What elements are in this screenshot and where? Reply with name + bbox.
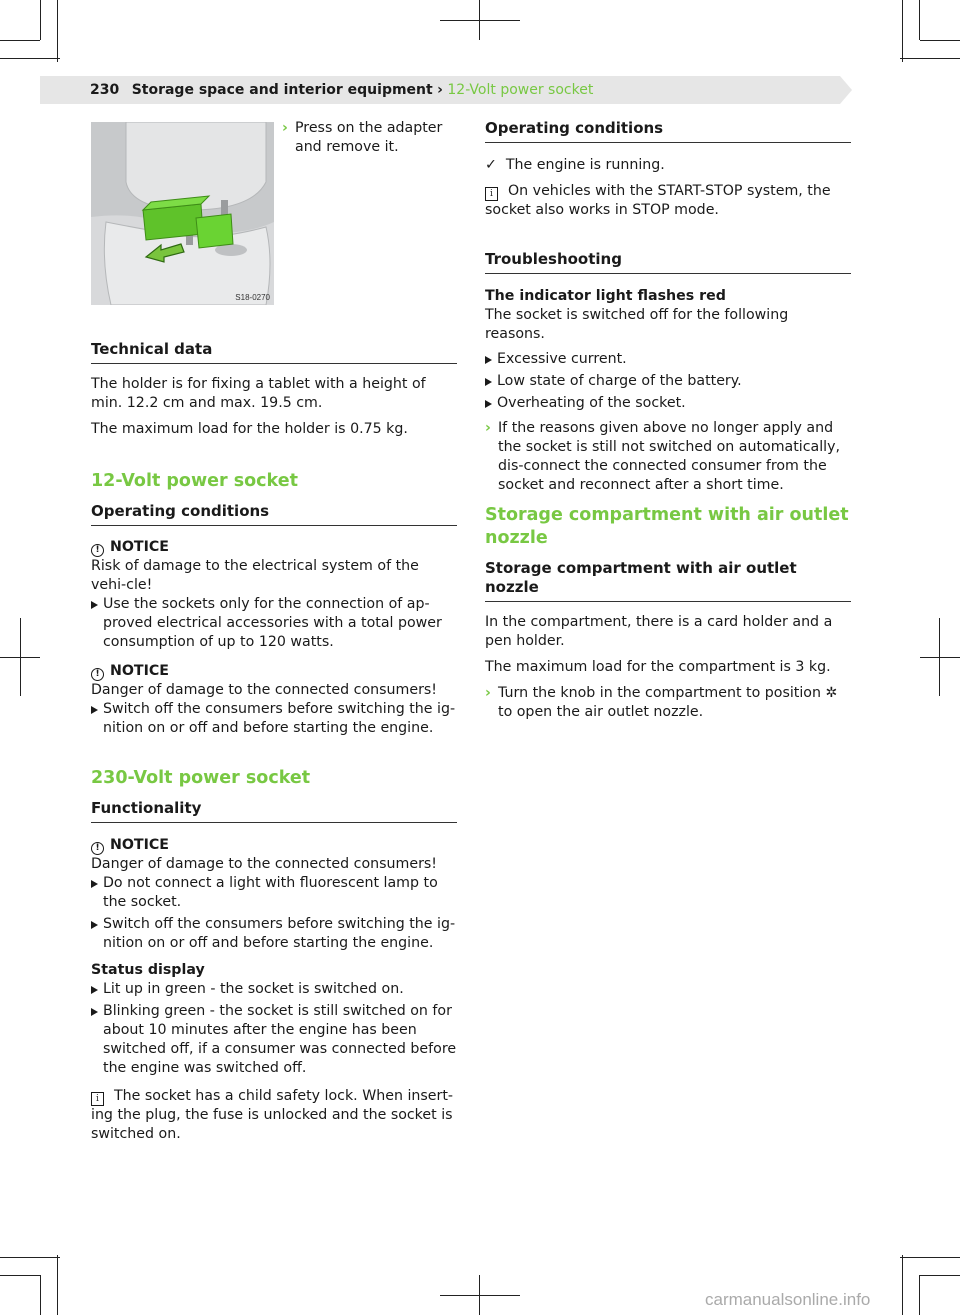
step-arrow-icon: › — [485, 420, 491, 436]
list-item-text: Use the sockets only for the connection of ap-proved electrical accessories with a total power consumption of up to 120 watts. — [103, 596, 442, 650]
crop-mark — [20, 618, 21, 696]
storage-step — [485, 684, 851, 722]
technical-data-p2: The maximum load for the holder is 0.75 kg. — [91, 421, 408, 437]
storage-title-line2: nozzle — [485, 528, 548, 548]
headrest-illustration — [91, 122, 274, 305]
socket230-heading: Functionality — [91, 799, 457, 823]
crop-mark — [0, 1257, 60, 1258]
technical-data-heading: Technical data — [91, 340, 457, 364]
fan-symbol-icon: ✲ — [825, 685, 838, 701]
list-item — [91, 1002, 457, 1078]
notice-icon: ! — [91, 668, 104, 681]
crop-mark — [920, 1275, 960, 1276]
crop-mark — [902, 1255, 903, 1315]
check-condition-text: The engine is running. — [505, 157, 665, 173]
storage-step-text-end: to open the air outlet nozzle. — [498, 704, 704, 720]
bullet-icon — [91, 706, 98, 714]
bullet-icon — [91, 601, 98, 609]
storage-heading: Storage compartment with air outlet nozzle — [485, 559, 851, 602]
info-note — [91, 1087, 457, 1144]
notice-icon: ! — [91, 842, 104, 855]
crop-mark — [479, 0, 480, 40]
storage-p1: In the compartment, there is a card holder and a pen holder. — [485, 614, 833, 649]
header-separator: › — [437, 82, 443, 98]
list-item-text: Overheating of the socket. — [497, 395, 686, 411]
list-item — [485, 372, 851, 391]
crop-mark — [0, 40, 40, 41]
technical-data-section — [91, 340, 457, 439]
bullet-icon — [91, 880, 98, 888]
list-item — [485, 394, 851, 413]
notice-icon: ! — [91, 544, 104, 557]
crop-mark — [440, 1295, 520, 1296]
info-note-text: The socket has a child safety lock. When insert-ing the plug, the fuse is unlocked and the socket is switched on. — [91, 1088, 454, 1142]
list-item-text: Lit up in green - the socket is switched on. — [103, 981, 404, 997]
troubleshooting-heading: Troubleshooting — [485, 250, 851, 274]
figure-step-text: Press on the adapter and remove it. — [295, 120, 443, 155]
crop-mark — [0, 1275, 40, 1276]
running-header — [90, 80, 593, 100]
storage-title-line1: Storage compartment with air outlet — [485, 505, 849, 525]
crop-mark — [40, 0, 41, 40]
crop-mark — [57, 0, 58, 62]
operating-conditions-heading: Operating conditions — [485, 119, 851, 143]
storage-title — [485, 504, 851, 550]
watermark: carmanualsonline.info — [705, 1290, 871, 1309]
notice-block — [91, 662, 457, 738]
notice-block — [91, 836, 457, 953]
notice-block — [91, 538, 457, 652]
crop-mark — [920, 40, 960, 41]
notice-label: NOTICE — [110, 539, 169, 555]
notice-label: NOTICE — [110, 663, 169, 679]
notice-label: NOTICE — [110, 837, 169, 853]
figure-step — [282, 119, 465, 157]
bullet-icon — [485, 378, 492, 386]
list-item — [91, 980, 457, 999]
socket12-section — [91, 470, 457, 738]
step-arrow-icon: › — [282, 120, 288, 136]
bullet-icon — [91, 986, 98, 994]
info-note — [485, 182, 851, 220]
socket12-title: 12-Volt power socket — [91, 471, 298, 491]
header-subsection[interactable]: 12-Volt power socket — [447, 82, 594, 98]
bullet-icon — [485, 356, 492, 364]
info-icon: i — [91, 1092, 104, 1106]
crop-mark — [919, 0, 920, 40]
crop-mark — [902, 0, 903, 62]
list-item-text: Do not connect a light with fluorescent lamp to the socket. — [103, 875, 438, 910]
notice-text: Danger of damage to the connected consumers! — [91, 682, 437, 698]
list-item — [485, 350, 851, 369]
notice-text: Danger of damage to the connected consumers! — [91, 856, 437, 872]
crop-mark — [40, 1275, 41, 1315]
list-item-text: Excessive current. — [497, 351, 627, 367]
socket230-title: 230-Volt power socket — [91, 768, 311, 788]
header-section: Storage space and interior equipment — [131, 82, 433, 98]
crop-mark — [440, 20, 520, 21]
list-item — [91, 874, 457, 912]
storage-step-text: Turn the knob in the compartment to position — [498, 685, 821, 701]
crop-mark — [0, 58, 60, 59]
crop-mark — [900, 58, 960, 59]
troubleshooting-intro: The socket is switched off for the following reasons. — [485, 307, 789, 342]
crop-mark — [900, 1257, 960, 1258]
storage-section — [485, 504, 851, 722]
list-item — [91, 595, 457, 652]
checkmark-icon: ✓ — [485, 157, 497, 173]
figure-code: S18-0270 — [235, 293, 270, 302]
storage-p2: The maximum load for the compartment is 3 kg. — [485, 659, 831, 675]
list-item — [91, 700, 457, 738]
technical-data-p1: The holder is for fixing a tablet with a height of min. 12.2 cm and max. 19.5 cm. — [91, 376, 426, 411]
crop-mark — [479, 1275, 480, 1315]
socket230-section — [91, 767, 457, 1144]
bullet-icon — [485, 400, 492, 408]
troubleshooting-step-text: If the reasons given above no longer apply and the socket is still not switched on automatically, dis-connect the connected consumer from the socket and reconnect after a short time. — [498, 420, 841, 493]
bullet-icon — [91, 1008, 98, 1016]
crop-mark — [919, 1275, 920, 1315]
crop-mark — [920, 657, 960, 658]
operating-conditions-section — [485, 119, 851, 220]
list-item-text: Switch off the consumers before switching the ig-nition on or off and before starting the engine. — [103, 916, 456, 951]
info-note-text: On vehicles with the START-STOP system, the socket also works in STOP mode. — [485, 183, 831, 218]
bullet-icon — [91, 921, 98, 929]
troubleshooting-section — [485, 250, 851, 495]
list-item-text: Switch off the consumers before switching the ig-nition on or off and before starting the engine. — [103, 701, 456, 736]
page-number: 230 — [90, 82, 120, 98]
status-display-heading: Status display — [91, 962, 205, 978]
socket12-heading: Operating conditions — [91, 502, 457, 526]
info-icon: i — [485, 187, 498, 201]
check-condition — [485, 156, 851, 175]
notice-text: Risk of damage to the electrical system of the vehi-cle! — [91, 558, 419, 593]
list-item-text: Blinking green - the socket is still switched on for about 10 minutes after the engine has been switched off, if a consumer was connected before the engine was switched off. — [103, 1003, 457, 1076]
troubleshooting-subheading: The indicator light flashes red — [485, 288, 726, 304]
step-arrow-icon: › — [485, 685, 491, 701]
list-item-text: Low state of charge of the battery. — [497, 373, 742, 389]
crop-mark — [939, 618, 940, 696]
figure-headrest-tablet-holder — [91, 122, 274, 305]
header-bar-tip — [840, 76, 852, 104]
troubleshooting-step — [485, 419, 851, 495]
crop-mark — [57, 1255, 58, 1315]
list-item — [91, 915, 457, 953]
